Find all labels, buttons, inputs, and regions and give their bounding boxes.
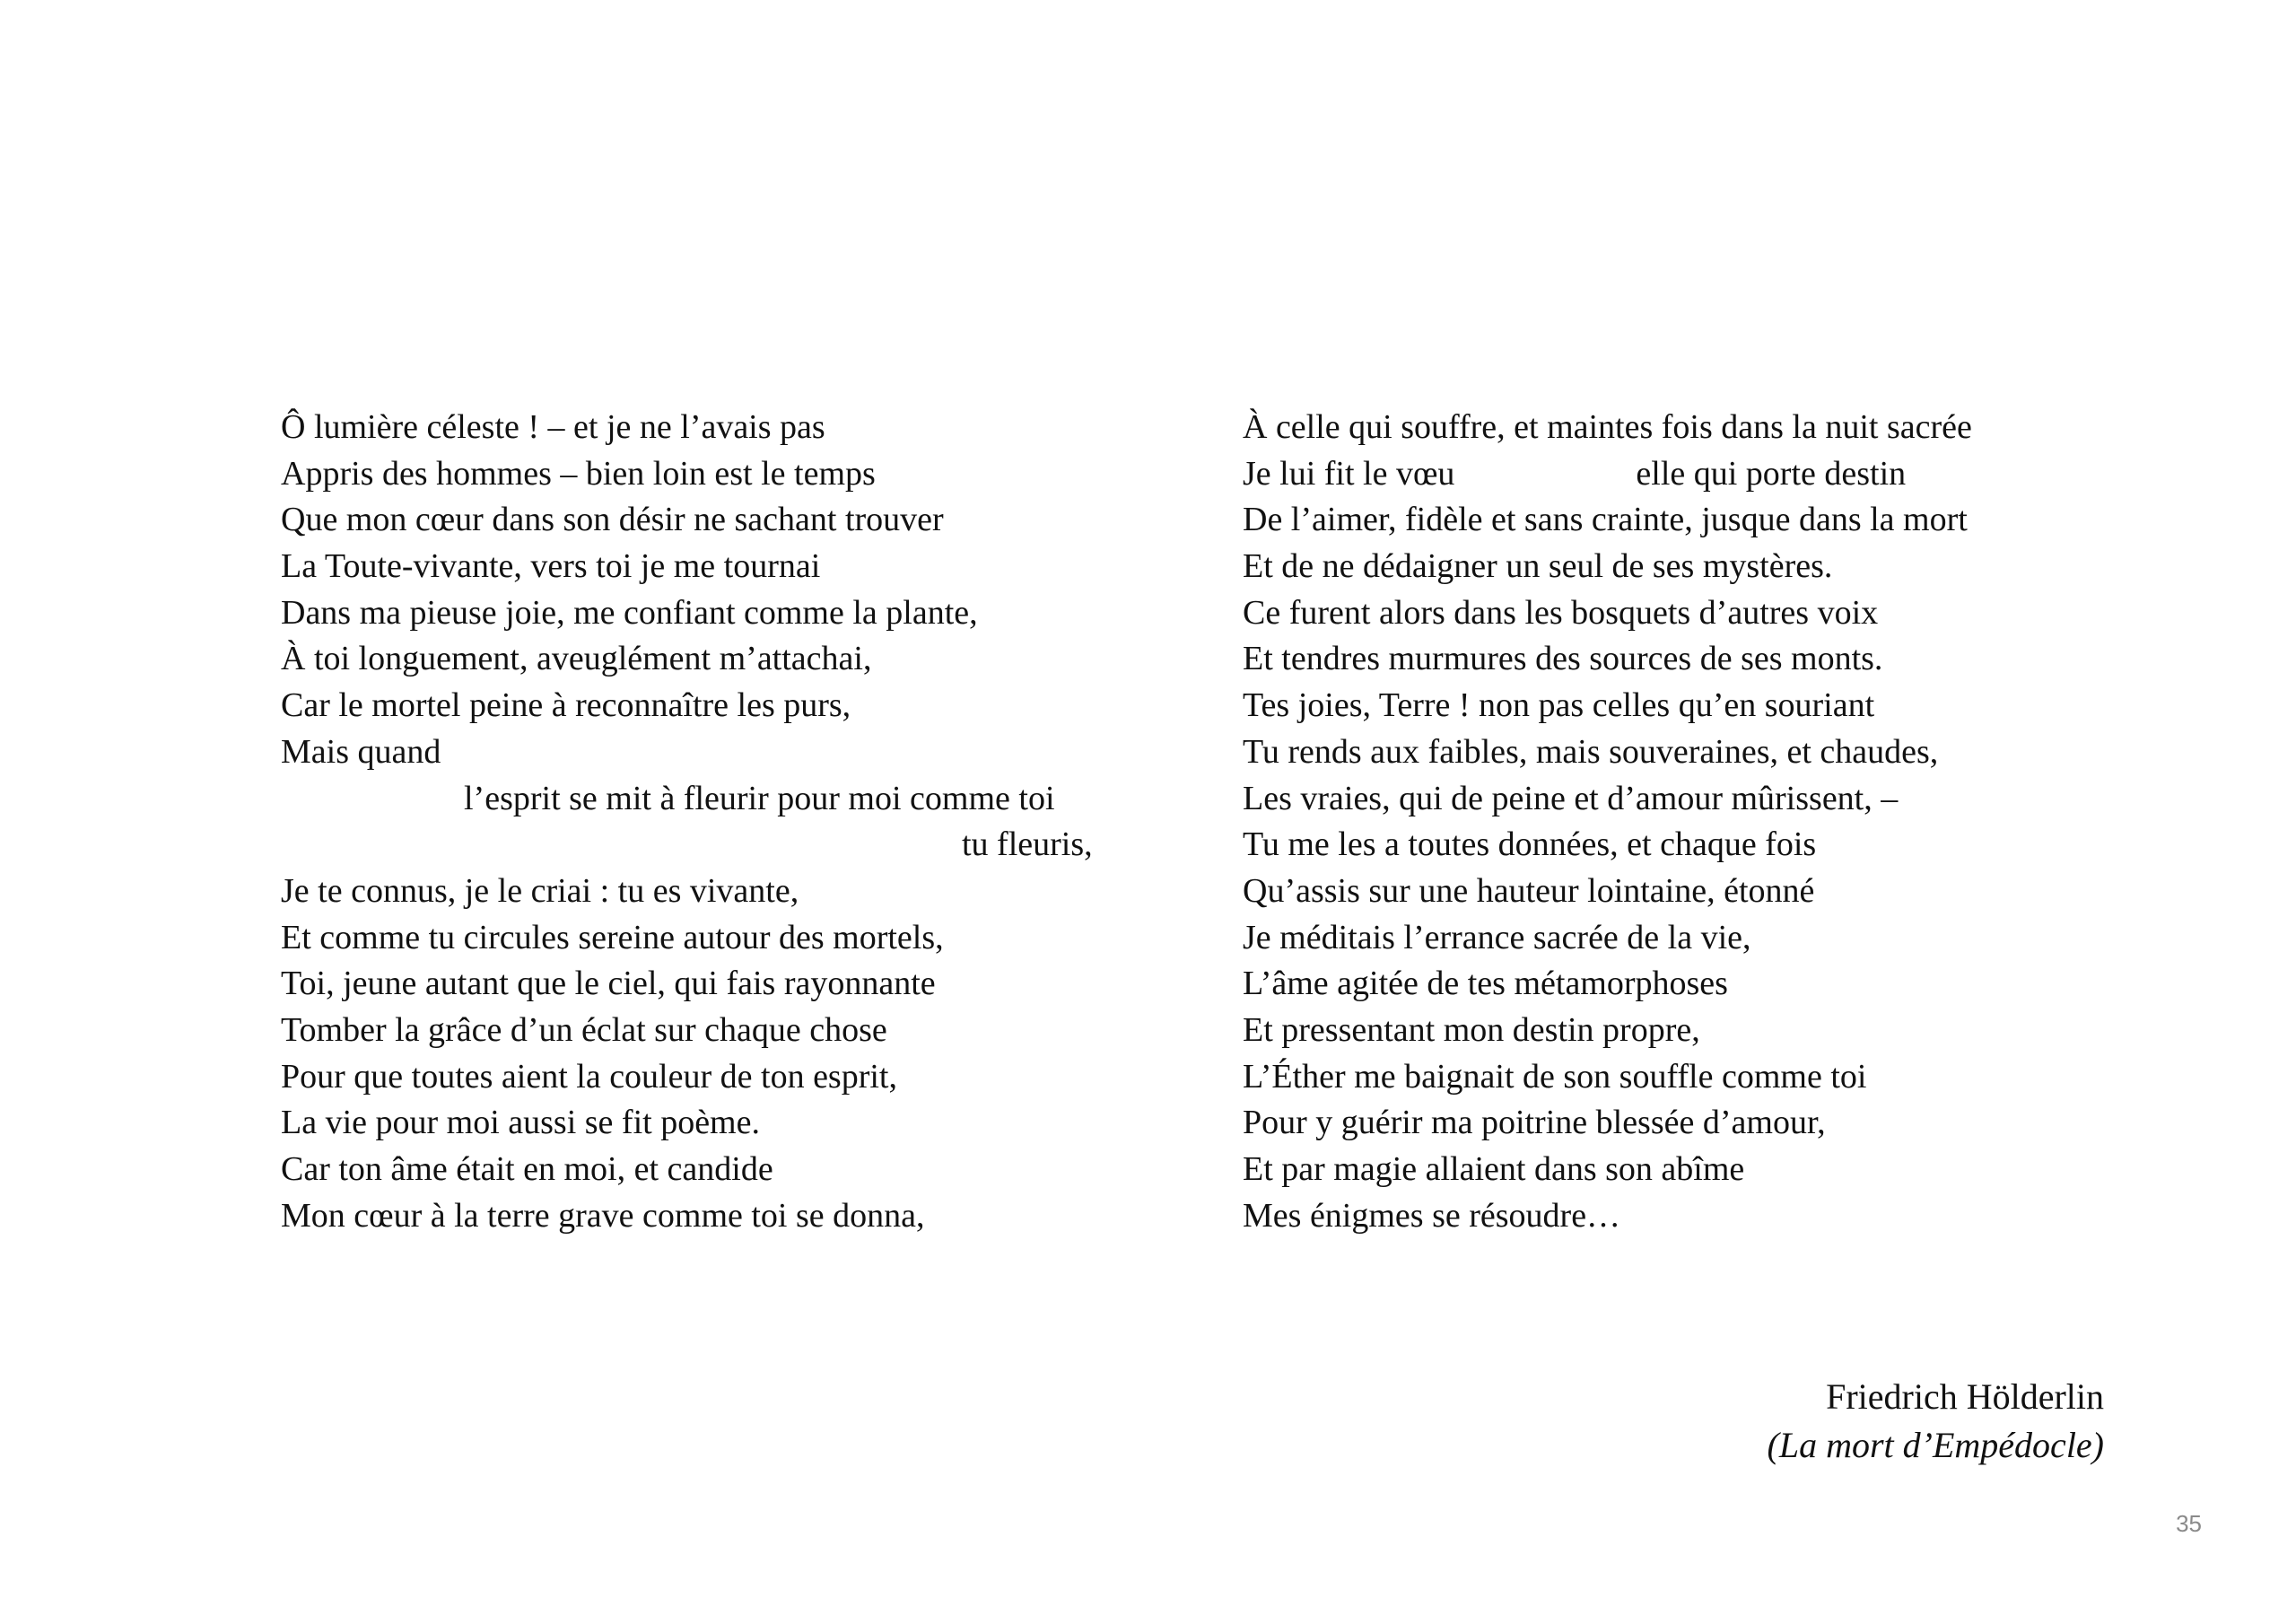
poem-line: Mon cœur à la terre grave comme toi se donna, [281, 1196, 925, 1235]
poem-line-part: Je lui fit le vœu [1243, 454, 1455, 493]
page-number: 35 [2176, 1510, 2202, 1537]
poem-line: À celle qui souffre, et maintes fois dans la nuit sacrée [1243, 408, 1972, 446]
attribution [1768, 1373, 2104, 1470]
author-name: Friedrich Hölderlin [1826, 1376, 2104, 1417]
work-title: (La mort d’Empédocle) [1767, 1425, 2104, 1465]
poem-line: Dans ma pieuse joie, me confiant comme la plante, [281, 593, 978, 632]
poem-line [1243, 451, 2104, 498]
poem-line: La Toute-vivante, vers toi je me tournai [281, 547, 821, 586]
poem-line: Tes joies, Terre ! non pas celles qu’en souriant [1243, 686, 1875, 725]
poem-line: Car le mortel peine à reconnaître les purs, [281, 686, 851, 725]
poem-line: Qu’assis sur une hauteur lointaine, étonné [1243, 871, 1815, 910]
poem-column-left [281, 405, 1142, 1239]
poem-line: Tu rends aux faibles, mais souveraines, et chaudes, [1243, 732, 1939, 771]
poem-line: Mes énigmes se résoudre… [1243, 1196, 1621, 1235]
poem-line: Je te connus, je le criai : tu es vivante, [281, 871, 799, 910]
poem-line: Pour y guérir ma poitrine blessée d’amour, [1243, 1104, 1826, 1142]
poem-line: Que mon cœur dans son désir ne sachant trouver [281, 501, 944, 539]
poem-line: Les vraies, qui de peine et d’amour mûrissent, – [1243, 779, 1899, 817]
poem-line-part: elle qui porte destin [1636, 454, 1907, 493]
poem-line: l’esprit se mit à fleurir pour moi comme toi [464, 779, 1055, 817]
poem-line: De l’aimer, fidèle et sans crainte, jusque dans la mort [1243, 501, 1968, 539]
poem-line: À toi longuement, aveuglément m’attachai, [281, 640, 872, 678]
poem-line: La vie pour moi aussi se fit poème. [281, 1104, 760, 1142]
poem-line: Je méditais l’errance sacrée de la vie, [1243, 918, 1751, 956]
poem-column-right [1243, 405, 2104, 1239]
poem-line: Et de ne dédaigner un seul de ses mystères. [1243, 547, 1833, 586]
poem-line: L’âme agitée de tes métamorphoses [1243, 965, 1728, 1003]
poem-line: Tu me les a toutes données, et chaque fois [1243, 825, 1817, 864]
poem-line: Et pressentant mon destin propre, [1243, 1010, 1700, 1049]
poem-line: Ce furent alors dans les bosquets d’autres voix [1243, 593, 1879, 632]
poem-line: Tomber la grâce d’un éclat sur chaque chose [281, 1010, 887, 1049]
poem-line: L’Éther me baignait de son souffle comme toi [1243, 1057, 1867, 1096]
poem-line: Ô lumière céleste ! – et je ne l’avais pas [281, 408, 825, 446]
poem-line: Mais quand [281, 732, 441, 771]
poem-line: Toi, jeune autant que le ciel, qui fais rayonnante [281, 965, 936, 1003]
poem-line: tu fleuris, [962, 825, 1093, 864]
poem-line: Et par magie allaient dans son abîme [1243, 1150, 1745, 1188]
poem-line: Car ton âme était en moi, et candide [281, 1150, 773, 1188]
poem-line: Pour que toutes aient la couleur de ton esprit, [281, 1057, 897, 1096]
poem-line: Appris des hommes – bien loin est le temps [281, 454, 876, 493]
poem-line: Et tendres murmures des sources de ses monts. [1243, 640, 1883, 678]
poem-line: Et comme tu circules sereine autour des mortels, [281, 918, 944, 956]
